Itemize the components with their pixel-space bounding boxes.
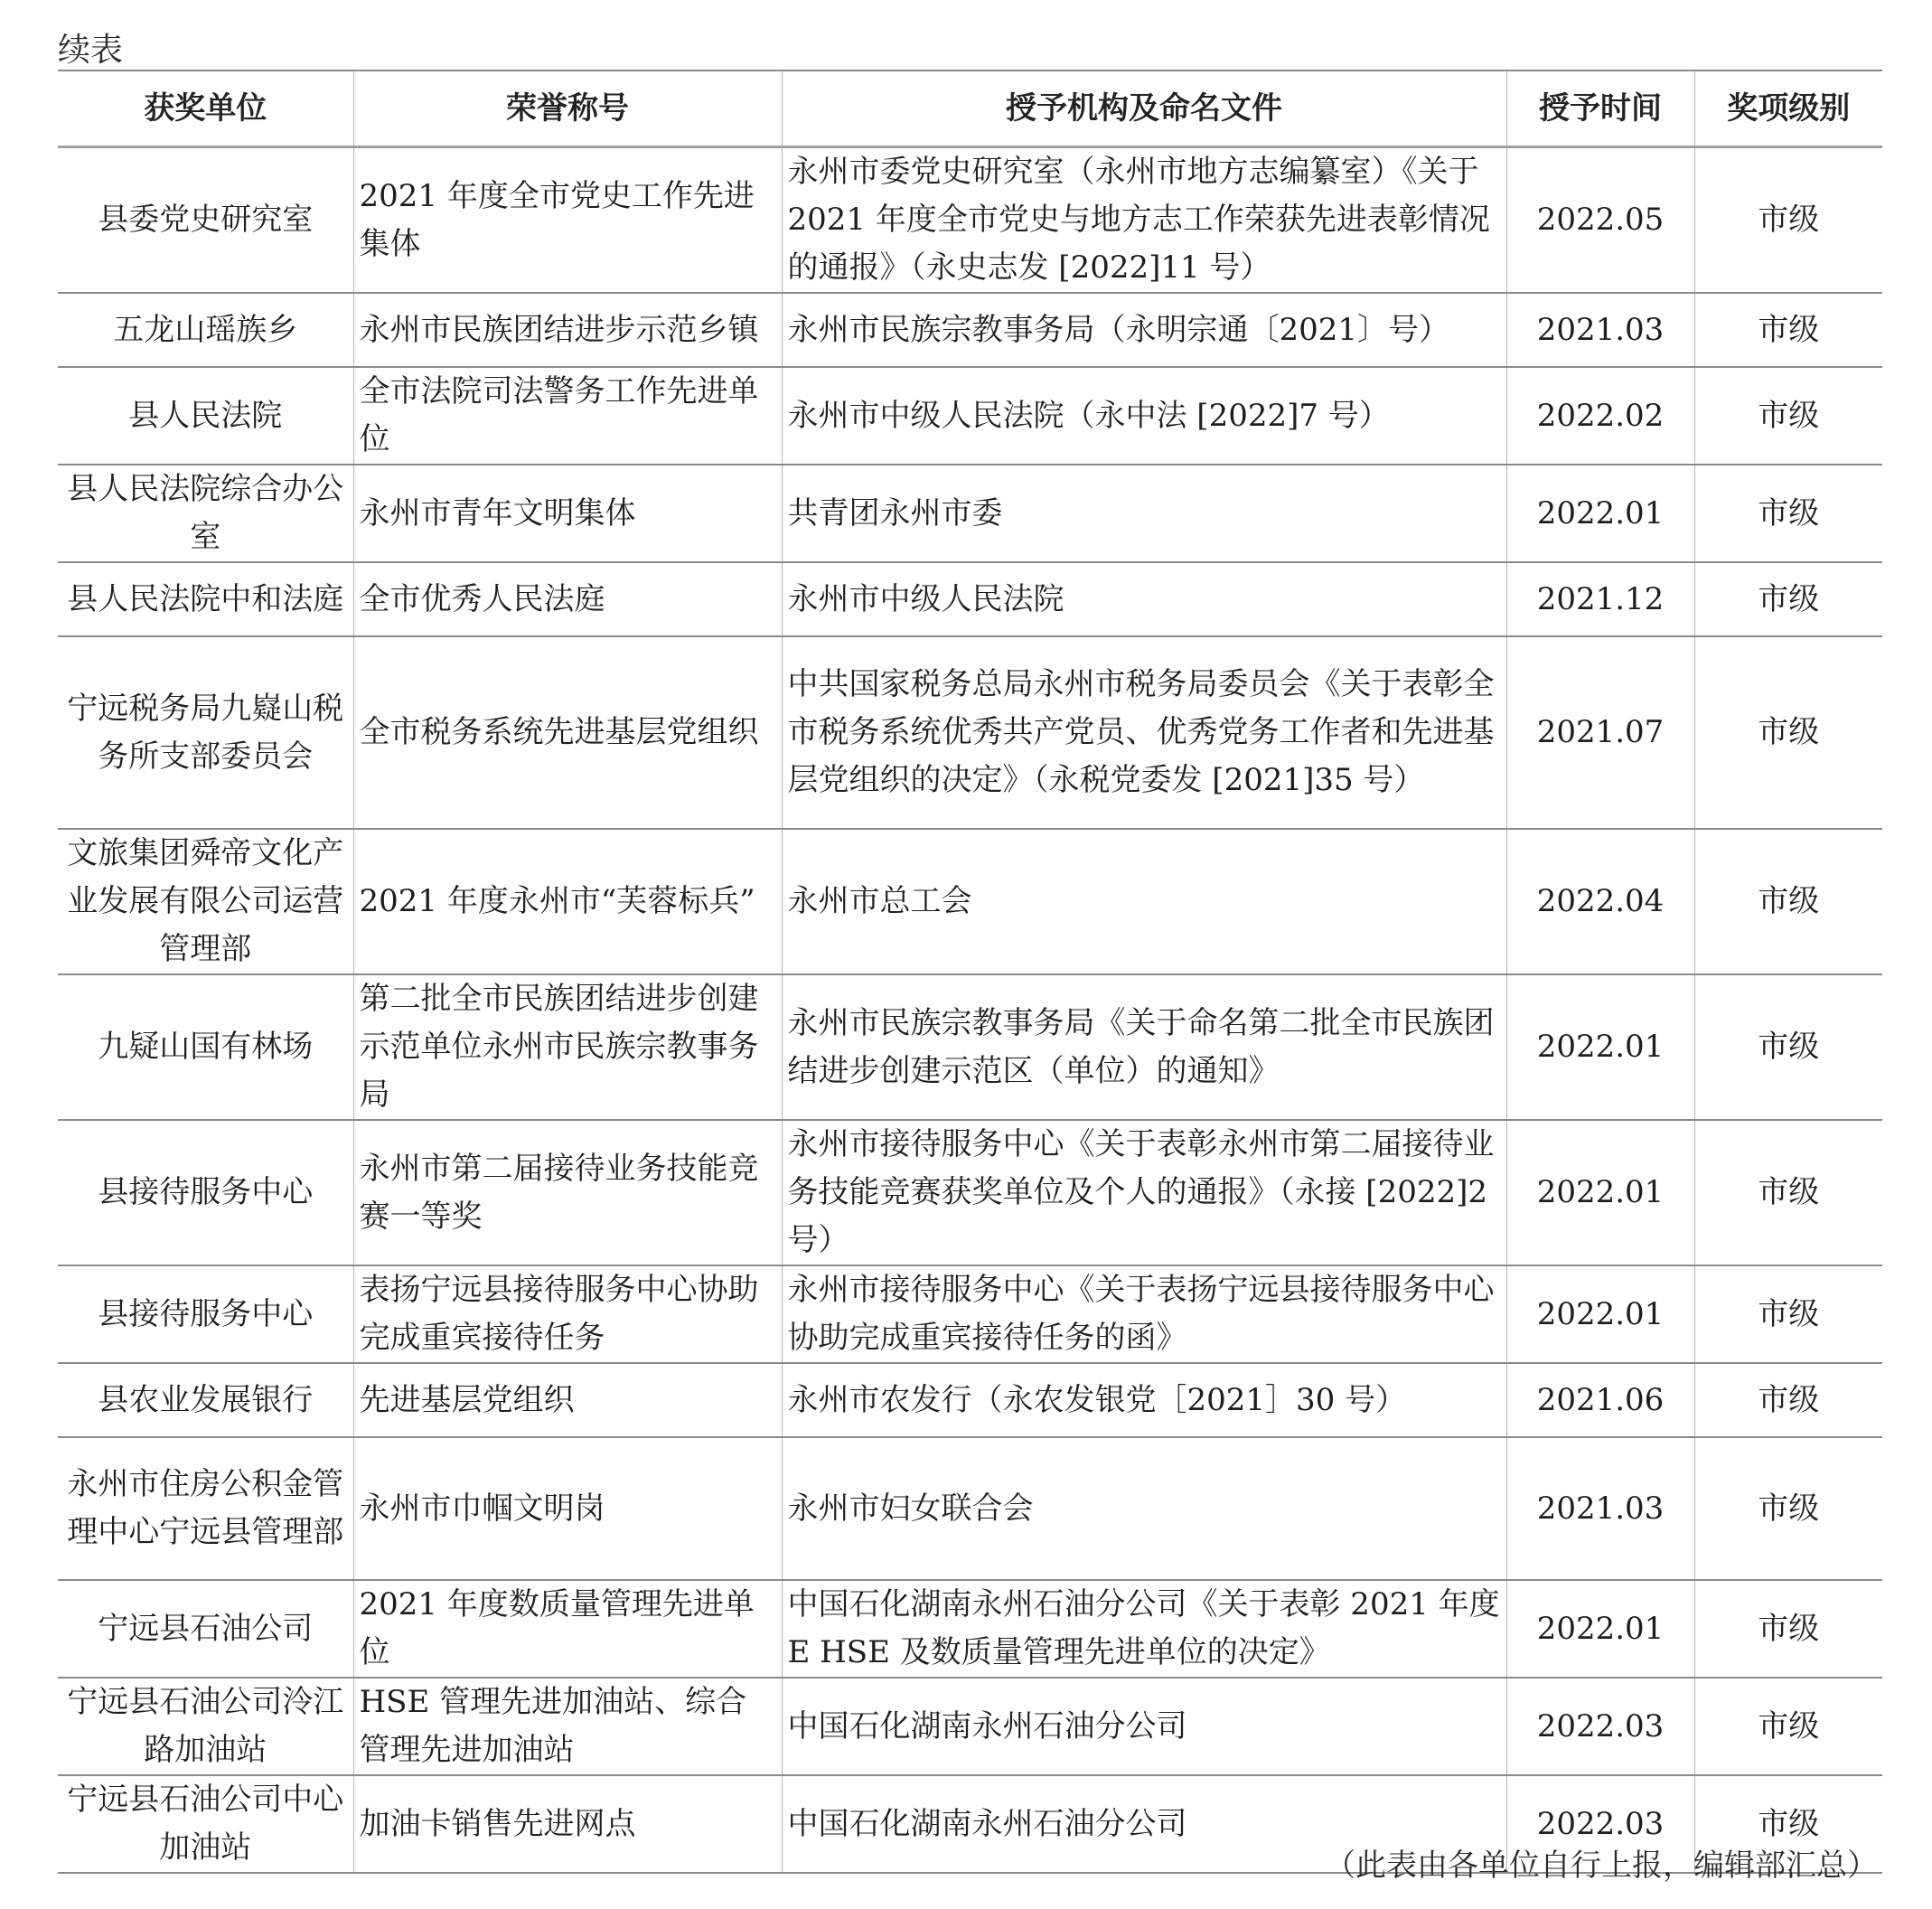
header-level: 奖项级别 xyxy=(1694,71,1882,147)
cell-title: 全市税务系统先进基层党组织 xyxy=(353,636,782,829)
cell-org: 永州市总工会 xyxy=(782,829,1506,974)
cell-unit: 宁远县石油公司中心加油站 xyxy=(58,1775,353,1873)
cell-title: 2021 年度全市党史工作先进集体 xyxy=(353,147,782,294)
table-row xyxy=(58,367,1882,465)
cell-org: 共青团永州市委 xyxy=(782,465,1506,562)
table-row xyxy=(58,562,1882,636)
cell-org: 中国石化湖南永州石油分公司 xyxy=(782,1775,1506,1873)
cell-level: 市级 xyxy=(1694,1775,1882,1873)
header-unit: 获奖单位 xyxy=(58,71,353,147)
cell-date: 2021.07 xyxy=(1506,636,1694,829)
cell-org: 永州市妇女联合会 xyxy=(782,1437,1506,1580)
cell-org: 永州市接待服务中心《关于表扬宁远县接待服务中心协助完成重宾接待任务的函》 xyxy=(782,1265,1506,1363)
cell-title: 表扬宁远县接待服务中心协助完成重宾接待任务 xyxy=(353,1265,782,1363)
cell-unit: 永州市住房公积金管理中心宁远县管理部 xyxy=(58,1437,353,1580)
cell-unit: 县委党史研究室 xyxy=(58,147,353,294)
cell-level: 市级 xyxy=(1694,1363,1882,1437)
cell-org: 永州市民族宗教事务局（永明宗通〔2021〕号） xyxy=(782,293,1506,367)
cell-title: 永州市第二届接待业务技能竞赛一等奖 xyxy=(353,1120,782,1265)
cell-level: 市级 xyxy=(1694,465,1882,562)
cell-date: 2021.03 xyxy=(1506,1437,1694,1580)
cell-title: 第二批全市民族团结进步创建示范单位永州市民族宗教事务局 xyxy=(353,974,782,1120)
cell-unit: 宁远县石油公司泠江路加油站 xyxy=(58,1678,353,1775)
table-row xyxy=(58,1120,1882,1265)
table-row xyxy=(58,465,1882,562)
cell-date: 2022.03 xyxy=(1506,1678,1694,1775)
cell-level: 市级 xyxy=(1694,974,1882,1120)
cell-level: 市级 xyxy=(1694,367,1882,465)
cell-date: 2021.12 xyxy=(1506,562,1694,636)
table-row xyxy=(58,1580,1882,1678)
cell-date: 2022.01 xyxy=(1506,465,1694,562)
cell-date: 2022.01 xyxy=(1506,1580,1694,1678)
cell-org: 永州市农发行（永农发银党［2021］30 号） xyxy=(782,1363,1506,1437)
cell-unit: 县农业发展银行 xyxy=(58,1363,353,1437)
cell-org: 永州市民族宗教事务局《关于命名第二批全市民族团结进步创建示范区（单位）的通知》 xyxy=(782,974,1506,1120)
table-row xyxy=(58,1363,1882,1437)
cell-level: 市级 xyxy=(1694,1580,1882,1678)
table-row xyxy=(58,829,1882,974)
cell-date: 2022.01 xyxy=(1506,974,1694,1120)
table-row xyxy=(58,1678,1882,1775)
table-header-row xyxy=(58,71,1882,147)
cell-unit: 县接待服务中心 xyxy=(58,1265,353,1363)
cell-title: 2021 年度数质量管理先进单位 xyxy=(353,1580,782,1678)
cell-level: 市级 xyxy=(1694,636,1882,829)
table-row xyxy=(58,1437,1882,1580)
cell-level: 市级 xyxy=(1694,1678,1882,1775)
cell-org: 永州市中级人民法院 xyxy=(782,562,1506,636)
cell-unit: 文旅集团舜帝文化产业发展有限公司运营管理部 xyxy=(58,829,353,974)
cell-title: 全市法院司法警务工作先进单位 xyxy=(353,367,782,465)
cell-unit: 五龙山瑶族乡 xyxy=(58,293,353,367)
cell-date: 2021.03 xyxy=(1506,293,1694,367)
cell-org: 中国石化湖南永州石油分公司 xyxy=(782,1678,1506,1775)
cell-unit: 县接待服务中心 xyxy=(58,1120,353,1265)
header-date: 授予时间 xyxy=(1506,71,1694,147)
cell-level: 市级 xyxy=(1694,1437,1882,1580)
cell-date: 2022.01 xyxy=(1506,1265,1694,1363)
cell-title: 永州市青年文明集体 xyxy=(353,465,782,562)
cell-title: 永州市巾帼文明岗 xyxy=(353,1437,782,1580)
awards-table xyxy=(58,70,1882,1874)
cell-unit: 宁远县石油公司 xyxy=(58,1580,353,1678)
footer-note: （此表由各单位自行上报，编辑部汇总） xyxy=(1325,1848,1878,1884)
table-row xyxy=(58,293,1882,367)
cell-unit: 县人民法院中和法庭 xyxy=(58,562,353,636)
table-row xyxy=(58,974,1882,1120)
table-row xyxy=(58,636,1882,829)
cell-unit: 九疑山国有林场 xyxy=(58,974,353,1120)
cell-date: 2022.02 xyxy=(1506,367,1694,465)
cell-unit: 县人民法院 xyxy=(58,367,353,465)
table-caption: 续表 xyxy=(58,32,124,69)
header-org: 授予机构及命名文件 xyxy=(782,71,1506,147)
cell-level: 市级 xyxy=(1694,293,1882,367)
cell-org: 永州市中级人民法院（永中法 [2022]7 号） xyxy=(782,367,1506,465)
cell-org: 中共国家税务总局永州市税务局委员会《关于表彰全市税务系统优秀共产党员、优秀党务工作者和先进基层党组织的决定》（永税党委发 [2021]35 号） xyxy=(782,636,1506,829)
table-row xyxy=(58,1265,1882,1363)
cell-level: 市级 xyxy=(1694,1265,1882,1363)
cell-org: 永州市接待服务中心《关于表彰永州市第二届接待业务技能竞赛获奖单位及个人的通报》（永接 [2022]2 号） xyxy=(782,1120,1506,1265)
cell-date: 2022.04 xyxy=(1506,829,1694,974)
cell-level: 市级 xyxy=(1694,147,1882,294)
cell-title: 2021 年度永州市“芙蓉标兵” xyxy=(353,829,782,974)
cell-title: 加油卡销售先进网点 xyxy=(353,1775,782,1873)
cell-title: HSE 管理先进加油站、综合管理先进加油站 xyxy=(353,1678,782,1775)
table-row xyxy=(58,147,1882,294)
cell-date: 2022.01 xyxy=(1506,1120,1694,1265)
cell-org: 中国石化湖南永州石油分公司《关于表彰 2021 年度 E HSE 及数质量管理先进单位的决定》 xyxy=(782,1580,1506,1678)
header-title: 荣誉称号 xyxy=(353,71,782,147)
cell-title: 先进基层党组织 xyxy=(353,1363,782,1437)
cell-date: 2021.06 xyxy=(1506,1363,1694,1437)
cell-title: 永州市民族团结进步示范乡镇 xyxy=(353,293,782,367)
cell-unit: 县人民法院综合办公室 xyxy=(58,465,353,562)
cell-unit: 宁远税务局九嶷山税务所支部委员会 xyxy=(58,636,353,829)
cell-level: 市级 xyxy=(1694,829,1882,974)
cell-date: 2022.03 xyxy=(1506,1775,1694,1873)
cell-title: 全市优秀人民法庭 xyxy=(353,562,782,636)
cell-level: 市级 xyxy=(1694,562,1882,636)
cell-level: 市级 xyxy=(1694,1120,1882,1265)
cell-org: 永州市委党史研究室（永州市地方志编纂室）《关于 2021 年度全市党史与地方志工作荣获先进表彰情况的通报》（永史志发 [2022]11 号） xyxy=(782,147,1506,294)
cell-date: 2022.05 xyxy=(1506,147,1694,294)
